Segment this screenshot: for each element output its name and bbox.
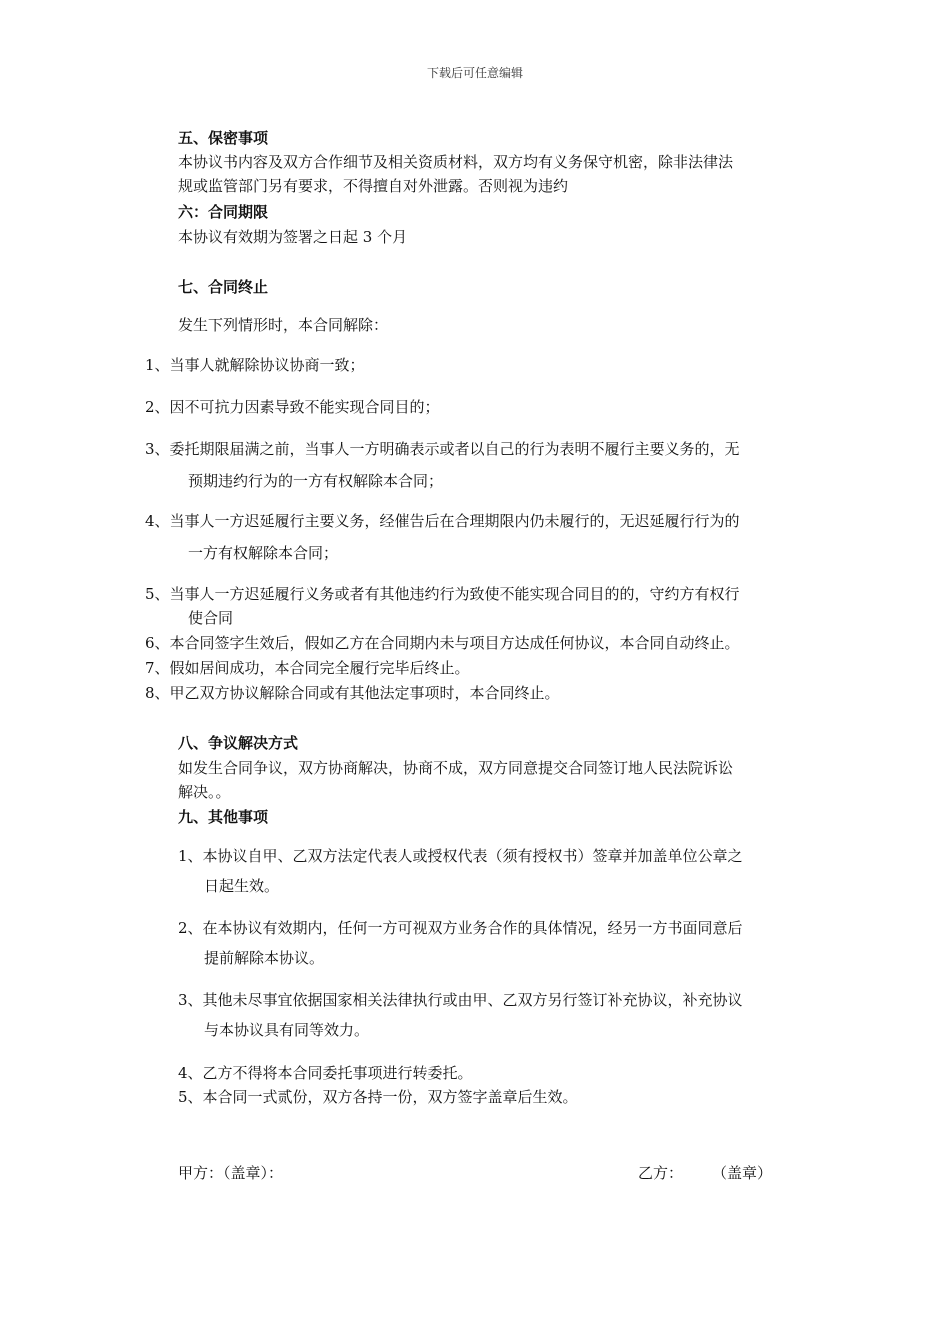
section-7-item-5a: 5、当事人一方迟延履行义务或者有其他违约行为致使不能实现合同目的的，守约方有权行 [145,585,740,603]
section-7-item-3b: 预期违约行为的一方有权解除本合同； [188,472,444,490]
signature-party-a: 甲方：（盖章）： [178,1164,284,1182]
signature-party-b-label: 乙方： [638,1164,684,1182]
section-9-item-4: 4、乙方不得将本合同委托事项进行转委托。 [178,1064,473,1082]
section-7-item-8: 8、甲乙双方协议解除合同或有其他法定事项时，本合同终止。 [145,684,560,702]
page-header: 下载后可任意编辑 [426,66,523,80]
section-5-text-2: 规或监管部门另有要求，不得擅自对外泄露。否则视为违约 [178,177,569,195]
section-5-title: 五、保密事项 [178,129,269,147]
section-9-item-1b: 日起生效。 [204,877,280,895]
section-8-title: 八、争议解决方式 [178,734,299,752]
section-7-item-7: 7、假如居间成功，本合同完全履行完毕后终止。 [145,659,470,677]
section-8-text-1: 如发生合同争议，双方协商解决，协商不成，双方同意提交合同签订地人民法院诉讼 [178,759,734,777]
section-7-item-4b: 一方有权解除本合同； [188,544,339,562]
section-7-item-1: 1、当事人就解除协议协商一致； [145,356,365,374]
section-6-text-1: 本协议有效期为签署之日起 3 个月 [178,228,408,246]
section-9-item-2b: 提前解除本协议。 [204,949,325,967]
section-7-item-2: 2、因不可抗力因素导致不能实现合同目的； [145,398,440,416]
section-6-title: 六：合同期限 [178,203,269,221]
section-9-item-2a: 2、在本协议有效期内，任何一方可视双方业务合作的具体情况，经另一方书面同意后 [178,919,743,937]
section-7-item-4a: 4、当事人一方迟延履行主要义务，经催告后在合理期限内仍未履行的，无迟延履行行为的 [145,512,740,530]
section-7-item-6: 6、本合同签字生效后，假如乙方在合同期内未与项目方达成任何协议，本合同自动终止。 [145,634,740,652]
section-7-item-5b: 使合同 [188,609,234,627]
section-7-item-3a: 3、委托期限届满之前，当事人一方明确表示或者以自己的行为表明不履行主要义务的，无 [145,440,740,458]
section-9-item-3b: 与本协议具有同等效力。 [204,1021,370,1039]
signature-party-b-seal: （盖章） [712,1164,773,1182]
section-9-item-3a: 3、其他未尽事宜依据国家相关法律执行或由甲、乙双方另行签订补充协议，补充协议 [178,991,743,1009]
section-9-item-1a: 1、本协议自甲、乙双方法定代表人或授权代表（须有授权书）签章并加盖单位公章之 [178,847,743,865]
section-7-title: 七、合同终止 [178,278,269,296]
section-5-text-1: 本协议书内容及双方合作细节及相关资质材料，双方均有义务保守机密，除非法律法 [178,153,734,171]
section-9-item-5: 5、本合同一式贰份，双方各持一份，双方签字盖章后生效。 [178,1088,578,1106]
section-8-text-2: 解决。。 [178,783,231,801]
section-9-title: 九、其他事项 [178,808,269,826]
section-7-intro: 发生下列情形时，本合同解除： [178,316,389,334]
